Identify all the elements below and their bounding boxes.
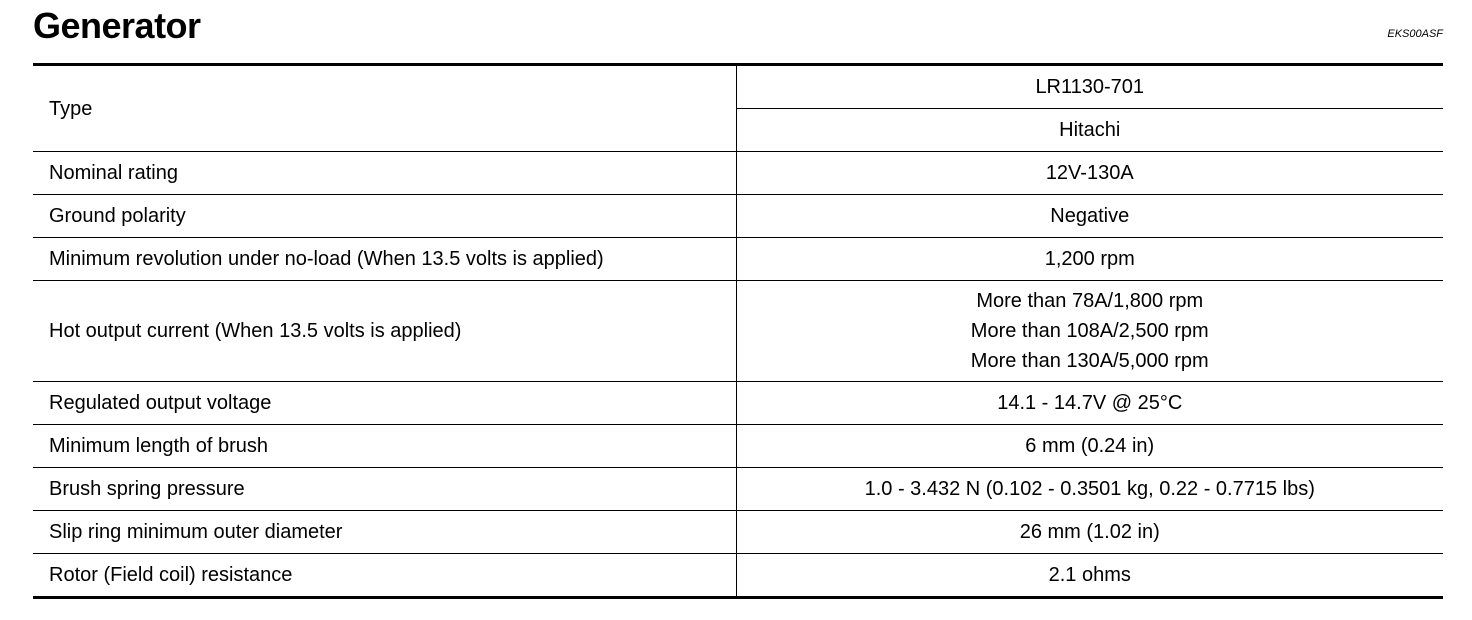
document-code: EKS00ASF [1387,28,1443,40]
spec-value-line: More than 108A/2,500 rpm [970,320,1209,342]
page-title: Generator [33,5,201,46]
spec-value: 6 mm (0.24 in) [736,425,1443,468]
spec-label: Minimum revolution under no-load (When 13.5 volts is applied) [33,238,736,281]
spec-value: 26 mm (1.02 in) [736,511,1443,554]
table-row [33,425,1443,468]
spec-value: 1.0 - 3.432 N (0.102 - 0.3501 kg, 0.22 - 0.7715 lbs) [736,468,1443,511]
table-row [33,382,1443,425]
table-row [33,238,1443,281]
table-row [33,468,1443,511]
spec-value: Negative [736,195,1443,238]
spec-value: Hitachi [736,109,1443,152]
spec-value: 1,200 rpm [736,238,1443,281]
spec-label: Ground polarity [33,195,736,238]
spec-value-line: More than 78A/1,800 rpm [976,290,1204,312]
spec-label: Regulated output voltage [33,382,736,425]
spec-value-line: More than 130A/5,000 rpm [970,350,1209,372]
spec-label: Rotor (Field coil) resistance [33,554,736,598]
spec-label: Brush spring pressure [33,468,736,511]
spec-value-multiline [736,281,1443,382]
table-row [33,65,1443,109]
table-row [33,281,1443,382]
spec-value: 14.1 - 14.7V @ 25°C [736,382,1443,425]
spec-label: Minimum length of brush [33,425,736,468]
spec-value: 12V-130A [736,152,1443,195]
spec-label: Type [33,65,736,152]
table-row [33,195,1443,238]
spec-label: Slip ring minimum outer diameter [33,511,736,554]
spec-value: 2.1 ohms [1048,564,1131,586]
spec-table [33,63,1443,599]
spec-label: Nominal rating [33,152,736,195]
table-row [33,152,1443,195]
table-row [33,554,1443,598]
table-row [33,511,1443,554]
spec-value: LR1130-701 [736,65,1443,109]
spec-label: Hot output current (When 13.5 volts is applied) [33,281,736,382]
